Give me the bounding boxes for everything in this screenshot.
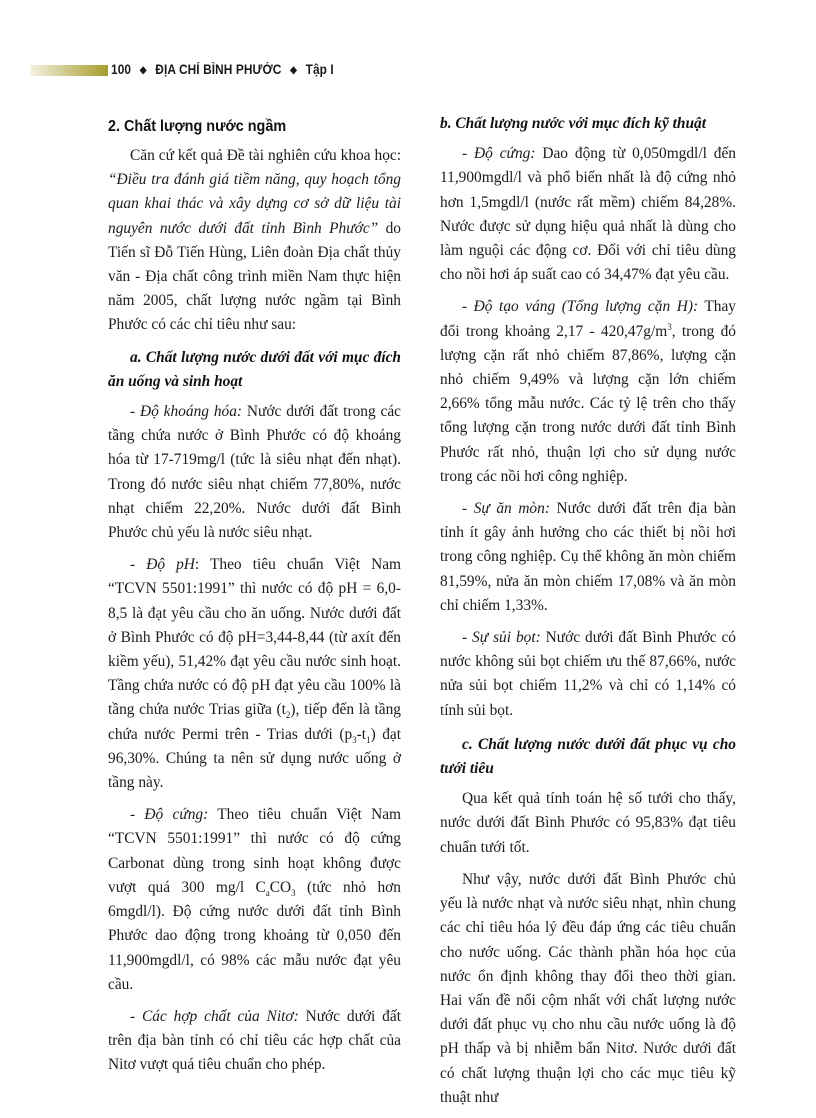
paragraph-khoang-hoa xyxy=(108,400,401,545)
term-label: - Độ cứng: xyxy=(462,145,536,163)
left-column xyxy=(108,110,401,1086)
paragraph-text: Thay đổi trong khoảng 2,17 - 420,47g/m xyxy=(440,298,736,340)
paragraph-text: Nước dưới đất trên địa bàn tỉnh ít gây ảnh hưởng cho các thiết bị nồi hơi trong công nghiệp. Cụ thể không ăn mòn chiếm 81,59%, nửa ăn mòn chiếm 17,08% và ăn mòn chỉ chiếm 1,33%. xyxy=(440,500,737,614)
paragraph-tuoi-tieu: Qua kết quả tính toán hệ số tưới cho thấy, nước dưới đất Bình Phước có 95,83% đạt tiêu chuẩn tưới tốt. xyxy=(440,790,736,856)
paragraph-text: , trong đó lượng cặn rất nhỏ chiếm 87,86%, lượng cặn nhỏ chiếm 9,49% và lượng cặn lớn chiếm 2,66% tổng mẫu nước. Các tỷ lệ trên cho thấy tổng lượng cặn trong nước dưới đất tỉnh Bình Phước rất nhỏ, thuận lợi cho sử dụng nước trong các nồi hơi công nghiệp. xyxy=(440,322,736,485)
paragraph-text: Nước dưới đất Bình Phước có nước không sủi bọt chiếm ưu thế 87,66%, nước nửa sủi bọt chiếm 11,2% và chỉ có 1,14% có tính sủi bọt. xyxy=(440,629,736,719)
paragraph-an-mon xyxy=(440,497,736,618)
paragraph-text: Nước dưới đất trong các tầng chứa nước ở Bình Phước có độ khoáng hóa từ 17-719mg/l (tức là siêu nhạt đến nhạt). Trong đó nước siêu nhạt chiếm 77,80%, nước nhạt chiếm 22,20%. Nước dưới đất Bình Phước chủ yếu là nước siêu nhạt. xyxy=(108,403,402,542)
paragraph-text: Nước dưới đất trên địa bàn tỉnh có chỉ tiêu các hợp chất của Nitơ vượt quá tiêu chuẩn cho phép. xyxy=(108,1007,401,1074)
diamond-icon: ◆ xyxy=(139,65,147,76)
subsection-b-heading: b. Chất lượng nước với mục đích kỹ thuật xyxy=(440,115,706,132)
term-label: - Độ pH xyxy=(130,556,195,574)
book-title: ĐỊA CHÍ BÌNH PHƯỚC xyxy=(155,62,282,77)
paragraph-do-cung-ky-thuat xyxy=(440,142,736,287)
subscript: 2 xyxy=(285,710,291,721)
intro-paragraph xyxy=(108,144,401,338)
paragraph-text: ), tiếp đến là tầng chứa nước Permi trên - Trias dưới (p xyxy=(108,701,401,743)
paragraph-text: : Theo tiêu chuẩn Việt Nam “TCVN 5501:1991” thì nước có độ pH = 6,0-8,5 là đạt yêu cầu cho ăn uống. Nước dưới đất ở Bình Phước có độ pH=3,44-8,44 (từ axít đến kiềm yếu), 51,42% đạt yêu cầu nước sinh hoạt. Tầng chứa nước có độ pH đạt yêu cầu 100% là tầng chứa nước Trias giữa (t xyxy=(108,556,401,719)
diamond-icon: ◆ xyxy=(290,65,297,76)
paragraph-text: Theo tiêu chuẩn Việt Nam “TCVN 5501:1991” thì nước có độ cứng Carbonat dùng trong sinh hoạt không được vượt quá 300 mg/l C xyxy=(108,806,401,896)
superscript: 3 xyxy=(667,321,672,332)
term-label: - Các hợp chất của Nitơ: xyxy=(130,1007,299,1025)
subsection-a-heading: a. Chất lượng nước dưới đất với mục đích ăn uống và sinh hoạt xyxy=(108,348,401,390)
paragraph-text: CO xyxy=(269,878,292,896)
section-title: 2. Chất lượng nước ngầm xyxy=(108,118,287,135)
paragraph-nito xyxy=(108,1005,401,1078)
running-header xyxy=(0,64,816,80)
paragraph-text: ) đạt 96,30%. Chúng ta nên sử dụng nước uống ở tầng này. xyxy=(108,725,401,792)
paragraph-conclusion: Như vậy, nước dưới đất Bình Phước chủ yếu là nước nhạt và nước siêu nhạt, nhìn chung các chỉ tiêu hóa lý đều đáp ứng các tiêu chuẩn cho nước uống. Các thành phần hóa học của nước ổn định không thay đổi theo thời gian. Hai vấn đề nổi cộm nhất với chất lượng nước dưới đất phục vụ cho nhu cầu nước uống là độ pH thấp và bị nhiễm bẩn Nitơ. Nước dưới đất có chất lượng thuận lợi cho các mục tiêu kỹ thuật như xyxy=(440,870,736,1106)
paragraph-text: Dao động từ 0,050mgdl/l đến 11,900mgdl/l và phổ biến nhất là độ cứng nhỏ hơn 1,5mgdl/l (nước rất mềm) chiếm 84,28%. Nước được sử dụng hiệu quả nhất là dùng cho làm nguội các động cơ. Đối với chỉ tiêu dùng cho nồi hơi áp suất cao có 34,47% đạt yêu cầu. xyxy=(440,145,736,284)
header-decorative-bar xyxy=(30,65,108,76)
term-label: - Sự sủi bọt: xyxy=(462,629,541,647)
subscript: a xyxy=(265,887,270,898)
right-column xyxy=(440,110,736,1118)
paragraph-do-cung xyxy=(108,803,401,997)
project-title-quote: “Điều tra đánh giá tiềm năng, quy hoạch tổng quan khai thác và xây dựng cơ sở dữ liệu tài nguyên nước dưới đất tỉnh Bình Phước” xyxy=(108,171,401,237)
term-label: - Độ tạo váng (Tổng lượng cặn H): xyxy=(462,298,699,316)
header-text xyxy=(111,62,334,77)
term-label: - Độ khoáng hóa: xyxy=(130,403,243,421)
term-label: - Sự ăn mòn: xyxy=(462,500,550,518)
intro-rest: do Tiến sĩ Đỗ Tiến Hùng, Liên đoàn Địa chất thủy văn - Địa chất công trình miền Nam thực hiện năm 2005, chất lượng nước ngầm tại Bình Phước có các chỉ tiêu như sau: xyxy=(108,219,401,334)
paragraph-sui-bot xyxy=(440,626,736,723)
page-number: 100 xyxy=(111,62,132,77)
subscript: 3 xyxy=(352,734,357,745)
paragraph-text: (tức nhỏ hơn 6mgdl/l). Độ cứng nước dưới đất tỉnh Bình Phước dao động trong khoảng từ 0,050 đến 11,900mgdl/l, có 98% các mẫu nước đạt yêu cầu. xyxy=(108,878,402,993)
intro-lead: Căn cứ kết quả Đề tài nghiên cứu khoa học: xyxy=(130,147,401,164)
paragraph-tao-vang xyxy=(440,295,736,489)
term-label: - Độ cứng: xyxy=(130,806,209,824)
volume-label: Tập I xyxy=(305,62,334,77)
paragraph-ph xyxy=(108,553,401,795)
subsection-c-heading: c. Chất lượng nước dưới đất phục vụ cho tưới tiêu xyxy=(440,735,736,778)
subscript: 1 xyxy=(366,734,371,745)
paragraph-text: -t xyxy=(356,725,367,743)
subscript: 3 xyxy=(291,887,296,898)
